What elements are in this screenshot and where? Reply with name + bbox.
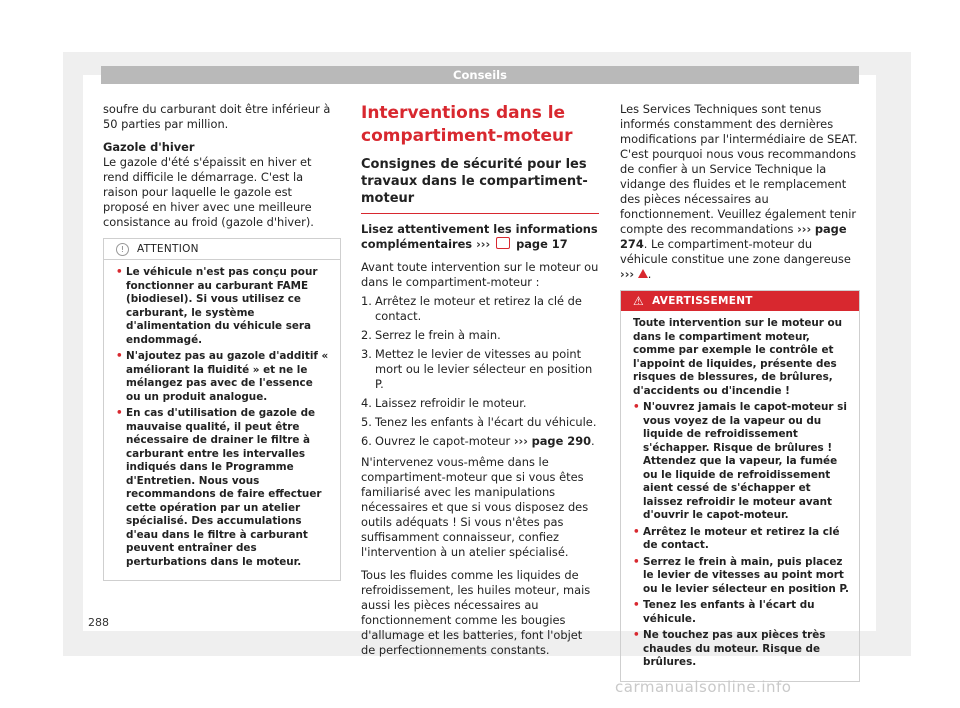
column-middle [361,102,599,666]
attention-header [104,239,340,260]
attention-item: • Le véhicule n'est pas conçu pour fonctionner au carburant FAME (biodiesel). Si vous utilisez ce carburant, le système d'alimentation du véhicule sera endommagé. [116,266,330,347]
warning-intro: Toute intervention sur le moteur ou dans le compartiment moteur, comme par exemple le contrôle et l'appoint de liquides, présente des risques de blessures, de brûlures, d'accidents ou d'incendie ! [633,317,843,397]
paragraph: Avant toute intervention sur le moteur ou dans le compartiment-moteur : [361,260,599,289]
warning-item: • Tenez les enfants à l'écart du véhicule. [633,599,849,626]
step-number: 6. [361,434,372,448]
list-item [361,415,599,430]
attention-item: • En cas d'utilisation de gazole de mauvaise qualité, il peut être nécessaire de drainer le filtre à carburant entre les intervalles indiqués dans le Programme d'Entretien. Nous vous recommandons de faire effectuer cette opération par un atelier spécialisé. Des accumulations d'eau dans le filtre à carburant peuvent entraîner des perturbations dans le moteur. [116,407,330,569]
attention-box [103,238,341,581]
list-item [361,294,599,324]
lead-paragraph [361,222,599,252]
lead-text: Lisez attentivement les informations complémentaires [361,222,598,251]
steps-list [361,294,599,449]
step-number: 3. [361,347,372,361]
paragraph-text: Les Services Techniques sont tenus informés constamment des dernières modifications par l'intermédiaire de SEAT. C'est pourquoi nous vous recommandons de confier à un Service Technique la vidange des fluides et le remplacement des pièces nécessaires au fonctionnement. Veuillez également tenir compte des recommandations [620,102,858,236]
arrow-icon: ››› [797,222,812,236]
step-text: Mettez le levier de vitesses au point mort ou le levier sélecteur en position P. [375,347,593,391]
step-text: Arrêtez le moteur et retirez la clé de contact. [375,294,582,323]
step-text: Serrez le frein à main. [375,328,501,342]
info-circle-icon: ! [116,243,129,256]
arrow-icon: ››› [476,237,491,251]
list-item [361,434,599,449]
attention-body [104,260,340,580]
paragraph: Les Services Techniques sont tenus informés constamment des dernières modifications par l'intermédiaire de SEAT. C'est pourquoi nous vous recommandons de confier à un Service Technique la vidange des fluides et le remplacement des pièces nécessaires au fonctionnement. Veuillez également tenir compte des recommandations ››› page 274. Le compartiment-moteur du véhicule constitue une zone dangereuse ››› . [620,102,858,281]
warning-item: • Serrez le frein à main, puis placez le levier de vitesses au point mort ou le levier sélecteur en position P. [633,556,849,597]
page-title: Interventions dans le compartiment-moteur [361,103,573,146]
step-text: Ouvrez le capot-moteur [375,434,511,448]
paragraph: Le gazole d'été s'épaissit en hiver et rend difficile le démarrage. C'est la raison pour laquelle le gazole est proposé en hiver avec une meilleure consistance au froid (gazole d'hiver). [103,155,314,229]
attention-label: ATTENTION [137,242,199,255]
watermark: carmanualsonline.info [615,678,792,696]
warning-triangle-icon: ⚠ [633,293,645,308]
paragraph: N'intervenez vous-même dans le compartiment-moteur que si vous êtes familiarisé avec les manipulations nécessaires et que si vous disposez des outils adéquats ! Si vous n'êtes pas suffisamment connaisseur, confiez l'intervention à un atelier spécialisé. [361,455,589,559]
section-title: Consignes de sécurité pour les travaux dans le compartiment-moteur [361,156,599,214]
step-number: 4. [361,396,372,410]
warning-item: • Ne touchez pas aux pièces très chaudes du moteur. Risque de brûlures. [633,629,849,670]
step-number: 1. [361,294,372,308]
column-left [103,102,341,581]
column-right [620,102,860,682]
paragraph-text: . Le compartiment-moteur du véhicule constitue une zone dangereuse [620,237,851,266]
page-number: 288 [88,616,109,629]
warning-item: • N'ouvrez jamais le capot-moteur si vous voyez de la vapeur ou du liquide de refroidissement s'échapper. Risque de brûlures ! Attendez que la vapeur, la fumée ou le liquide de refroidissement aient cessé de s'échapper et laissez refroidir le moteur avant d'ouvrir le capot-moteur. [633,401,849,523]
warning-item: • Arrêtez le moteur et retirez la clé de contact. [633,526,849,553]
warning-label: AVERTISSEMENT [652,294,753,307]
page-link[interactable]: page 17 [516,237,568,251]
step-tail: . [591,434,595,448]
arrow-icon: ››› [513,434,528,448]
paragraph: soufre du carburant doit être inférieur à 50 parties par million. [103,102,331,131]
list-item [361,396,599,411]
arrow-icon: ››› [620,267,635,281]
list-item [361,347,599,392]
subheading: Gazole d'hiver [103,140,195,154]
paragraph: Tous les fluides comme les liquides de refroidissement, les huiles moteur, mais aussi les pièces nécessaires au fonctionnement comme les bougies d'allumage et les batteries, font l'objet de perfectionnements constants. [361,568,591,657]
warning-box [620,290,860,682]
step-text: Tenez les enfants à l'écart du véhicule. [375,415,597,429]
warning-triangle-icon[interactable] [638,269,648,278]
book-icon [496,237,510,249]
warning-header [621,291,859,311]
attention-item: • N'ajoutez pas au gazole d'additif « améliorant la fluidité » et ne le mélangez pas avec de l'essence ou un produit analogue. [116,350,330,404]
page-link[interactable]: page 290 [531,434,592,448]
list-item [361,328,599,343]
warning-body [621,311,859,681]
step-number: 2. [361,328,372,342]
step-text: Laissez refroidir le moteur. [375,396,527,410]
section-header: Conseils [101,66,859,84]
page-link[interactable]: page 274 [620,222,847,251]
step-number: 5. [361,415,372,429]
